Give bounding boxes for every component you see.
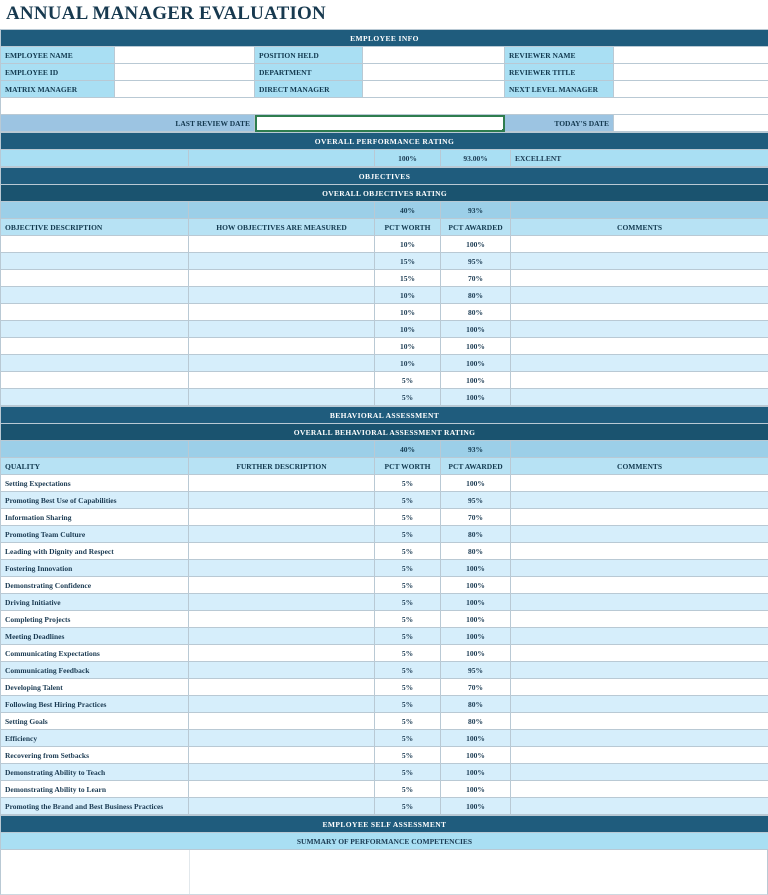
objectives-cell-description[interactable] <box>1 236 189 253</box>
field-next-level-manager[interactable] <box>614 81 768 98</box>
behavioral-cell-pct_worth[interactable]: 5% <box>375 577 441 594</box>
objectives-cell-description[interactable] <box>1 287 189 304</box>
table-row <box>1 798 768 815</box>
behavioral-cell-pct_worth[interactable]: 5% <box>375 713 441 730</box>
behavioral-cell-pct_worth[interactable]: 5% <box>375 475 441 492</box>
objectives-cell-pct_worth[interactable]: 15% <box>375 253 441 270</box>
objectives-cell-measured[interactable] <box>189 372 375 389</box>
behavioral-cell-comments[interactable] <box>511 577 768 594</box>
overall-performance-header-row <box>1 133 768 150</box>
behavioral-cell-pct_worth[interactable]: 5% <box>375 662 441 679</box>
objectives-cell-description[interactable] <box>1 321 189 338</box>
behavioral-cell-pct_awarded[interactable]: 100% <box>441 611 511 628</box>
behavioral-cell-comments[interactable] <box>511 713 768 730</box>
objectives-cell-description[interactable] <box>1 253 189 270</box>
behavioral-cell-further_description[interactable] <box>189 526 375 543</box>
table-row <box>1 47 768 64</box>
behavioral-cell-quality[interactable]: Setting Expectations <box>1 475 189 492</box>
behavioral-cell-further_description[interactable] <box>189 781 375 798</box>
table-row <box>1 713 768 730</box>
behavioral-summary-blank-1 <box>1 441 189 458</box>
objectives-cell-pct_worth[interactable]: 5% <box>375 372 441 389</box>
objectives-cell-comments[interactable] <box>511 372 768 389</box>
behavioral-cell-pct_awarded[interactable]: 80% <box>441 526 511 543</box>
table-row <box>1 64 768 81</box>
table-row <box>1 628 768 645</box>
behavioral-cell-pct_worth[interactable]: 5% <box>375 560 441 577</box>
behavioral-cell-pct_worth[interactable]: 5% <box>375 781 441 798</box>
objectives-cell-description[interactable] <box>1 338 189 355</box>
table-row <box>1 764 768 781</box>
objectives-summary-awarded: 93% <box>441 202 511 219</box>
label-next-level-manager: NEXT LEVEL MANAGER <box>505 81 614 98</box>
objectives-header-description: OBJECTIVE DESCRIPTION <box>1 219 189 236</box>
self-assessment-title: EMPLOYEE SELF ASSESSMENT <box>1 816 768 833</box>
behavioral-cell-further_description[interactable] <box>189 475 375 492</box>
objectives-cell-measured[interactable] <box>189 253 375 270</box>
behavioral-cell-comments[interactable] <box>511 475 768 492</box>
behavioral-cell-pct_worth[interactable]: 5% <box>375 764 441 781</box>
behavioral-cell-pct_worth[interactable]: 5% <box>375 798 441 815</box>
field-reviewer-title[interactable] <box>614 64 768 81</box>
table-row <box>1 253 768 270</box>
self-assessment-header-row <box>1 816 768 833</box>
behavioral-cell-quality[interactable]: Recovering from Setbacks <box>1 747 189 764</box>
objectives-cell-measured[interactable] <box>189 304 375 321</box>
objectives-table <box>0 167 768 406</box>
behavioral-cell-pct_worth[interactable]: 5% <box>375 611 441 628</box>
behavioral-cell-quality[interactable]: Efficiency <box>1 730 189 747</box>
field-employee-id[interactable] <box>115 64 255 81</box>
label-matrix-manager: MATRIX MANAGER <box>1 81 115 98</box>
behavioral-cell-further_description[interactable] <box>189 611 375 628</box>
table-row <box>1 304 768 321</box>
behavioral-summary-blank-2 <box>189 441 375 458</box>
behavioral-cell-quality[interactable]: Setting Goals <box>1 713 189 730</box>
objectives-header-pct-worth: PCT WORTH <box>375 219 441 236</box>
objectives-cell-description[interactable] <box>1 270 189 287</box>
behavioral-cell-pct_awarded[interactable]: 80% <box>441 543 511 560</box>
objectives-cell-pct_worth[interactable]: 10% <box>375 355 441 372</box>
objectives-cell-pct_awarded[interactable]: 80% <box>441 287 511 304</box>
behavioral-cell-pct_worth[interactable]: 5% <box>375 526 441 543</box>
objectives-column-header-row <box>1 219 768 236</box>
overall-performance-values-row <box>1 150 768 167</box>
behavioral-header-quality: QUALITY <box>1 458 189 475</box>
behavioral-cell-further_description[interactable] <box>189 798 375 815</box>
behavioral-cell-pct_worth[interactable]: 5% <box>375 696 441 713</box>
behavioral-cell-comments[interactable] <box>511 696 768 713</box>
behavioral-header-further-description: FURTHER DESCRIPTION <box>189 458 375 475</box>
objectives-summary-blank-3 <box>511 202 768 219</box>
objectives-cell-pct_worth[interactable]: 10% <box>375 321 441 338</box>
behavioral-cell-further_description[interactable] <box>189 560 375 577</box>
objectives-cell-description[interactable] <box>1 304 189 321</box>
label-last-review-date: LAST REVIEW DATE <box>1 115 255 132</box>
objectives-cell-description[interactable] <box>1 389 189 406</box>
behavioral-cell-comments[interactable] <box>511 543 768 560</box>
behavioral-cell-further_description[interactable] <box>189 543 375 560</box>
objectives-rows <box>1 236 768 406</box>
label-direct-manager: DIRECT MANAGER <box>255 81 363 98</box>
behavioral-summary-row <box>1 441 768 458</box>
field-todays-date[interactable] <box>614 115 768 132</box>
table-row <box>1 81 768 98</box>
behavioral-cell-pct_awarded[interactable]: 100% <box>441 475 511 492</box>
label-employee-id: EMPLOYEE ID <box>1 64 115 81</box>
table-row <box>1 781 768 798</box>
objectives-cell-pct_worth[interactable]: 10% <box>375 304 441 321</box>
behavioral-cell-comments[interactable] <box>511 662 768 679</box>
behavioral-cell-pct_awarded[interactable]: 95% <box>441 662 511 679</box>
behavioral-header-pct-worth: PCT WORTH <box>375 458 441 475</box>
behavioral-cell-pct_awarded[interactable]: 100% <box>441 730 511 747</box>
behavioral-cell-pct_awarded[interactable]: 100% <box>441 798 511 815</box>
objectives-cell-comments[interactable] <box>511 321 768 338</box>
objectives-cell-comments[interactable] <box>511 253 768 270</box>
label-position-held: POSITION HELD <box>255 47 363 64</box>
behavioral-cell-quality[interactable]: Information Sharing <box>1 509 189 526</box>
field-position-held[interactable] <box>363 47 505 64</box>
table-row <box>1 270 768 287</box>
behavioral-cell-comments[interactable] <box>511 509 768 526</box>
overall-performance-blank-1 <box>1 150 189 167</box>
label-todays-date: TODAY'S DATE <box>505 115 614 132</box>
behavioral-cell-quality[interactable]: Driving Initiative <box>1 594 189 611</box>
behavioral-cell-comments[interactable] <box>511 526 768 543</box>
behavioral-cell-comments[interactable] <box>511 611 768 628</box>
behavioral-cell-pct_awarded[interactable]: 100% <box>441 577 511 594</box>
behavioral-cell-quality[interactable]: Demonstrating Ability to Learn <box>1 781 189 798</box>
objectives-summary-row <box>1 202 768 219</box>
objectives-cell-description[interactable] <box>1 372 189 389</box>
behavioral-summary-blank-3 <box>511 441 768 458</box>
objectives-cell-pct_worth[interactable]: 10% <box>375 338 441 355</box>
objectives-rating-title: OVERALL OBJECTIVES RATING <box>1 185 768 202</box>
objectives-cell-pct_awarded[interactable]: 80% <box>441 304 511 321</box>
behavioral-header-pct-awarded: PCT AWARDED <box>441 458 511 475</box>
table-row <box>1 475 768 492</box>
behavioral-cell-quality[interactable]: Promoting the Brand and Best Business Practices <box>1 798 189 815</box>
objectives-cell-comments[interactable] <box>511 236 768 253</box>
overall-performance-table <box>0 132 768 167</box>
behavioral-summary-worth: 40% <box>375 441 441 458</box>
objectives-cell-pct_awarded[interactable]: 100% <box>441 389 511 406</box>
objectives-cell-comments[interactable] <box>511 338 768 355</box>
objectives-title: OBJECTIVES <box>1 168 768 185</box>
behavioral-cell-pct_worth[interactable]: 5% <box>375 543 441 560</box>
behavioral-cell-comments[interactable] <box>511 492 768 509</box>
table-row <box>1 730 768 747</box>
behavioral-cell-comments[interactable] <box>511 628 768 645</box>
employee-info-header-row <box>1 30 768 47</box>
table-row <box>1 662 768 679</box>
self-assessment-table <box>0 815 768 850</box>
behavioral-cell-quality[interactable]: Demonstrating Confidence <box>1 577 189 594</box>
table-row <box>1 645 768 662</box>
label-department: DEPARTMENT <box>255 64 363 81</box>
behavioral-cell-further_description[interactable] <box>189 594 375 611</box>
objectives-cell-pct_awarded[interactable]: 100% <box>441 321 511 338</box>
objectives-cell-pct_worth[interactable]: 5% <box>375 389 441 406</box>
behavioral-cell-pct_awarded[interactable]: 100% <box>441 764 511 781</box>
behavioral-cell-quality[interactable]: Following Best Hiring Practices <box>1 696 189 713</box>
behavioral-cell-quality[interactable]: Leading with Dignity and Respect <box>1 543 189 560</box>
behavioral-summary-awarded: 93% <box>441 441 511 458</box>
objectives-cell-comments[interactable] <box>511 304 768 321</box>
behavioral-title: BEHAVIORAL ASSESSMENT <box>1 407 768 424</box>
table-row <box>1 543 768 560</box>
objectives-rating-row <box>1 185 768 202</box>
label-reviewer-title: REVIEWER TITLE <box>505 64 614 81</box>
table-row <box>1 355 768 372</box>
behavioral-cell-quality[interactable]: Communicating Expectations <box>1 645 189 662</box>
objectives-cell-measured[interactable] <box>189 270 375 287</box>
objectives-cell-pct_awarded[interactable]: 70% <box>441 270 511 287</box>
behavioral-cell-pct_awarded[interactable]: 70% <box>441 679 511 696</box>
employee-info-title: EMPLOYEE INFO <box>1 30 768 47</box>
objectives-cell-pct_awarded[interactable]: 100% <box>441 338 511 355</box>
objectives-header-row <box>1 168 768 185</box>
table-row <box>1 594 768 611</box>
dates-row <box>1 115 768 132</box>
behavioral-cell-further_description[interactable] <box>189 509 375 526</box>
field-employee-name[interactable] <box>115 47 255 64</box>
objectives-cell-measured[interactable] <box>189 236 375 253</box>
behavioral-cell-further_description[interactable] <box>189 696 375 713</box>
field-reviewer-name[interactable] <box>614 47 768 64</box>
overall-performance-rating: EXCELLENT <box>511 150 768 167</box>
objectives-header-comments: COMMENTS <box>511 219 768 236</box>
self-assessment-subtitle-row <box>1 833 768 850</box>
table-row <box>1 747 768 764</box>
behavioral-rows <box>1 475 768 815</box>
objectives-cell-pct_awarded[interactable]: 100% <box>441 355 511 372</box>
behavioral-cell-further_description[interactable] <box>189 764 375 781</box>
overall-performance-pct-worth: 100% <box>375 150 441 167</box>
behavioral-cell-comments[interactable] <box>511 560 768 577</box>
field-department[interactable] <box>363 64 505 81</box>
objectives-cell-comments[interactable] <box>511 270 768 287</box>
behavioral-table <box>0 406 768 815</box>
behavioral-cell-pct_worth[interactable]: 5% <box>375 645 441 662</box>
table-row <box>1 509 768 526</box>
behavioral-cell-quality[interactable]: Promoting Team Culture <box>1 526 189 543</box>
objectives-summary-blank-1 <box>1 202 189 219</box>
objectives-summary-worth: 40% <box>375 202 441 219</box>
field-last-review-date[interactable] <box>255 115 505 132</box>
objectives-cell-measured[interactable] <box>189 321 375 338</box>
behavioral-cell-pct_awarded[interactable]: 100% <box>441 645 511 662</box>
page-title: ANNUAL MANAGER EVALUATION <box>0 0 768 29</box>
objectives-summary-blank-2 <box>189 202 375 219</box>
behavioral-cell-quality[interactable]: Communicating Feedback <box>1 662 189 679</box>
behavioral-cell-further_description[interactable] <box>189 713 375 730</box>
behavioral-header-comments: COMMENTS <box>511 458 768 475</box>
behavioral-cell-pct_worth[interactable]: 5% <box>375 594 441 611</box>
behavioral-cell-comments[interactable] <box>511 781 768 798</box>
table-row <box>1 287 768 304</box>
behavioral-cell-further_description[interactable] <box>189 645 375 662</box>
table-row <box>1 696 768 713</box>
objectives-cell-pct_worth[interactable]: 10% <box>375 287 441 304</box>
behavioral-cell-pct_awarded[interactable]: 80% <box>441 696 511 713</box>
behavioral-cell-pct_worth[interactable]: 5% <box>375 679 441 696</box>
behavioral-cell-pct_worth[interactable]: 5% <box>375 730 441 747</box>
behavioral-cell-further_description[interactable] <box>189 730 375 747</box>
behavioral-cell-comments[interactable] <box>511 747 768 764</box>
behavioral-rating-row <box>1 424 768 441</box>
behavioral-cell-pct_worth[interactable]: 5% <box>375 509 441 526</box>
behavioral-column-header-row <box>1 458 768 475</box>
behavioral-cell-quality[interactable]: Developing Talent <box>1 679 189 696</box>
spacer-row <box>1 98 768 115</box>
objectives-header-measured: HOW OBJECTIVES ARE MEASURED <box>189 219 375 236</box>
employee-info-table <box>0 29 768 132</box>
table-row <box>1 236 768 253</box>
behavioral-cell-pct_worth[interactable]: 5% <box>375 747 441 764</box>
objectives-cell-comments[interactable] <box>511 287 768 304</box>
table-row <box>1 611 768 628</box>
behavioral-cell-further_description[interactable] <box>189 577 375 594</box>
behavioral-cell-comments[interactable] <box>511 594 768 611</box>
behavioral-cell-pct_awarded[interactable]: 70% <box>441 509 511 526</box>
behavioral-cell-quality[interactable]: Promoting Best Use of Capabilities <box>1 492 189 509</box>
behavioral-cell-pct_worth[interactable]: 5% <box>375 628 441 645</box>
objectives-cell-pct_awarded[interactable]: 100% <box>441 372 511 389</box>
behavioral-header-row <box>1 407 768 424</box>
behavioral-cell-pct_worth[interactable]: 5% <box>375 492 441 509</box>
behavioral-cell-comments[interactable] <box>511 730 768 747</box>
objectives-cell-pct_awarded[interactable]: 100% <box>441 236 511 253</box>
field-direct-manager[interactable] <box>363 81 505 98</box>
self-assessment-input-area[interactable] <box>0 850 768 895</box>
objectives-cell-measured[interactable] <box>189 355 375 372</box>
behavioral-cell-comments[interactable] <box>511 764 768 781</box>
behavioral-cell-pct_awarded[interactable]: 100% <box>441 628 511 645</box>
label-reviewer-name: REVIEWER NAME <box>505 47 614 64</box>
objectives-cell-comments[interactable] <box>511 355 768 372</box>
objectives-cell-measured[interactable] <box>189 338 375 355</box>
label-employee-name: EMPLOYEE NAME <box>1 47 115 64</box>
table-row <box>1 389 768 406</box>
objectives-cell-pct_awarded[interactable]: 95% <box>441 253 511 270</box>
behavioral-cell-further_description[interactable] <box>189 679 375 696</box>
objectives-cell-description[interactable] <box>1 355 189 372</box>
behavioral-cell-further_description[interactable] <box>189 628 375 645</box>
overall-performance-title: OVERALL PERFORMANCE RATING <box>1 133 768 150</box>
objectives-cell-measured[interactable] <box>189 287 375 304</box>
objectives-cell-pct_worth[interactable]: 10% <box>375 236 441 253</box>
table-row <box>1 321 768 338</box>
behavioral-cell-quality[interactable]: Demonstrating Ability to Teach <box>1 764 189 781</box>
table-row <box>1 577 768 594</box>
table-row <box>1 492 768 509</box>
behavioral-cell-comments[interactable] <box>511 798 768 815</box>
behavioral-cell-comments[interactable] <box>511 679 768 696</box>
objectives-cell-pct_worth[interactable]: 15% <box>375 270 441 287</box>
behavioral-cell-pct_awarded[interactable]: 100% <box>441 781 511 798</box>
behavioral-cell-quality[interactable]: Completing Projects <box>1 611 189 628</box>
table-row <box>1 679 768 696</box>
field-matrix-manager[interactable] <box>115 81 255 98</box>
table-row <box>1 560 768 577</box>
table-row <box>1 338 768 355</box>
behavioral-cell-pct_awarded[interactable]: 95% <box>441 492 511 509</box>
behavioral-cell-pct_awarded[interactable]: 80% <box>441 713 511 730</box>
behavioral-cell-comments[interactable] <box>511 645 768 662</box>
self-assessment-subtitle: SUMMARY OF PERFORMANCE COMPETENCIES <box>1 833 768 850</box>
objectives-cell-comments[interactable] <box>511 389 768 406</box>
objectives-cell-measured[interactable] <box>189 389 375 406</box>
behavioral-cell-further_description[interactable] <box>189 747 375 764</box>
table-row <box>1 526 768 543</box>
behavioral-cell-pct_awarded[interactable]: 100% <box>441 594 511 611</box>
overall-performance-blank-2 <box>189 150 375 167</box>
behavioral-cell-quality[interactable]: Fostering Innovation <box>1 560 189 577</box>
behavioral-cell-pct_awarded[interactable]: 100% <box>441 747 511 764</box>
behavioral-rating-title: OVERALL BEHAVIORAL ASSESSMENT RATING <box>1 424 768 441</box>
table-row <box>1 372 768 389</box>
behavioral-cell-quality[interactable]: Meeting Deadlines <box>1 628 189 645</box>
behavioral-cell-further_description[interactable] <box>189 492 375 509</box>
behavioral-cell-pct_awarded[interactable]: 100% <box>441 560 511 577</box>
behavioral-cell-further_description[interactable] <box>189 662 375 679</box>
objectives-header-pct-awarded: PCT AWARDED <box>441 219 511 236</box>
overall-performance-pct-awarded: 93.00% <box>441 150 511 167</box>
